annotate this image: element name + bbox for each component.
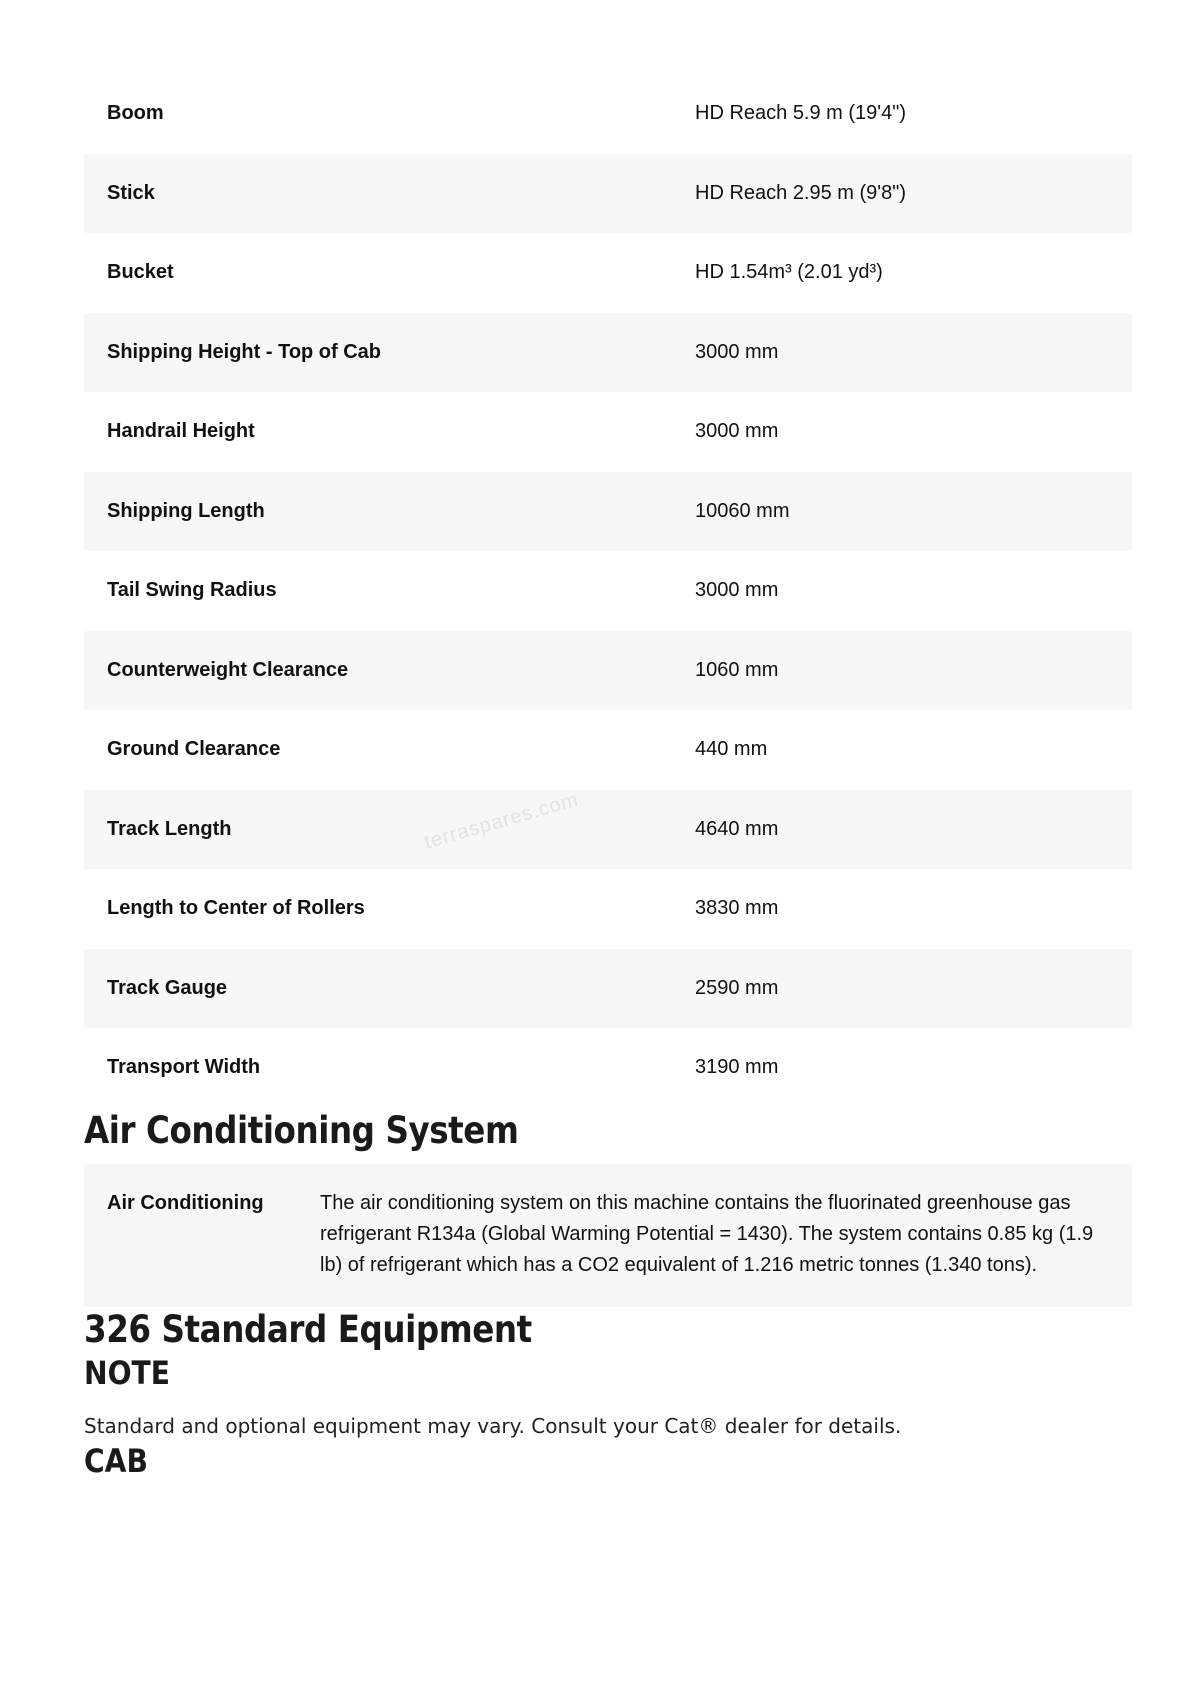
cab-heading: CAB [84, 1441, 148, 1480]
dimensions-table [84, 74, 1132, 1108]
note-text: Standard and optional equipment may vary. Consult your Cat® dealer for details. [84, 1413, 902, 1438]
spec-value: 3000 mm [695, 420, 779, 443]
spec-value: HD Reach 5.9 m (19'4") [695, 102, 906, 125]
air-conditioning-row [84, 1164, 1132, 1307]
spec-value: HD Reach 2.95 m (9'8") [672, 154, 1132, 234]
spec-value: 2590 mm [672, 949, 1132, 1029]
air-conditioning-text: The air conditioning system on this machine contains the fluorinated greenhouse gas refrigerant R134a (Global Warming Potential = 1430). The system contains 0.85 kg (1.9 lb) of refrigerant which has a CO2 equivalent of 1.216 metric tonnes (1.340 tons). [320, 1191, 1094, 1276]
spec-row [84, 710, 1132, 790]
spec-label: Shipping Length [84, 472, 672, 552]
spec-row [84, 392, 1132, 472]
spec-label: Stick [84, 154, 672, 234]
spec-label: Tail Swing Radius [107, 579, 277, 602]
spec-row [84, 154, 1132, 234]
air-conditioning-heading: Air Conditioning System [84, 1108, 519, 1152]
spec-value: 10060 mm [672, 472, 1132, 552]
spec-row [84, 74, 1132, 154]
spec-label: Length to Center of Rollers [107, 897, 365, 920]
note-heading: NOTE [84, 1353, 170, 1392]
spec-value: 1060 mm [672, 631, 1132, 711]
spec-row [84, 313, 1132, 393]
spec-row [84, 790, 1132, 870]
spec-label: Shipping Height - Top of Cab [84, 313, 672, 393]
spec-label: Counterweight Clearance [84, 631, 672, 711]
spec-value: 3830 mm [695, 897, 779, 920]
spec-label: Track Length [84, 790, 672, 870]
standard-equipment-heading: 326 Standard Equipment [84, 1307, 532, 1351]
spec-value: 3000 mm [695, 579, 779, 602]
watermark: terraspares.com [421, 788, 582, 854]
spec-value: 3190 mm [695, 1056, 779, 1079]
spec-value: 440 mm [695, 738, 768, 761]
spec-row [84, 631, 1132, 711]
spec-row [84, 869, 1132, 949]
spec-label: Transport Width [107, 1056, 261, 1079]
spec-row [84, 472, 1132, 552]
spec-value: HD 1.54m³ (2.01 yd³) [695, 261, 883, 284]
spec-label: Handrail Height [107, 420, 255, 443]
spec-label: Bucket [107, 261, 174, 284]
spec-row [84, 1028, 1132, 1108]
spec-value: 3000 mm [672, 313, 1132, 393]
spec-label: Ground Clearance [107, 738, 281, 761]
spec-label: Boom [107, 102, 164, 125]
spec-value: 4640 mm [672, 790, 1132, 870]
spec-page [84, 74, 1132, 1481]
spec-row [84, 949, 1132, 1029]
air-conditioning-label: Air Conditioning [107, 1191, 264, 1214]
spec-row [84, 233, 1132, 313]
spec-label: Track Gauge [84, 949, 672, 1029]
spec-row [84, 551, 1132, 631]
